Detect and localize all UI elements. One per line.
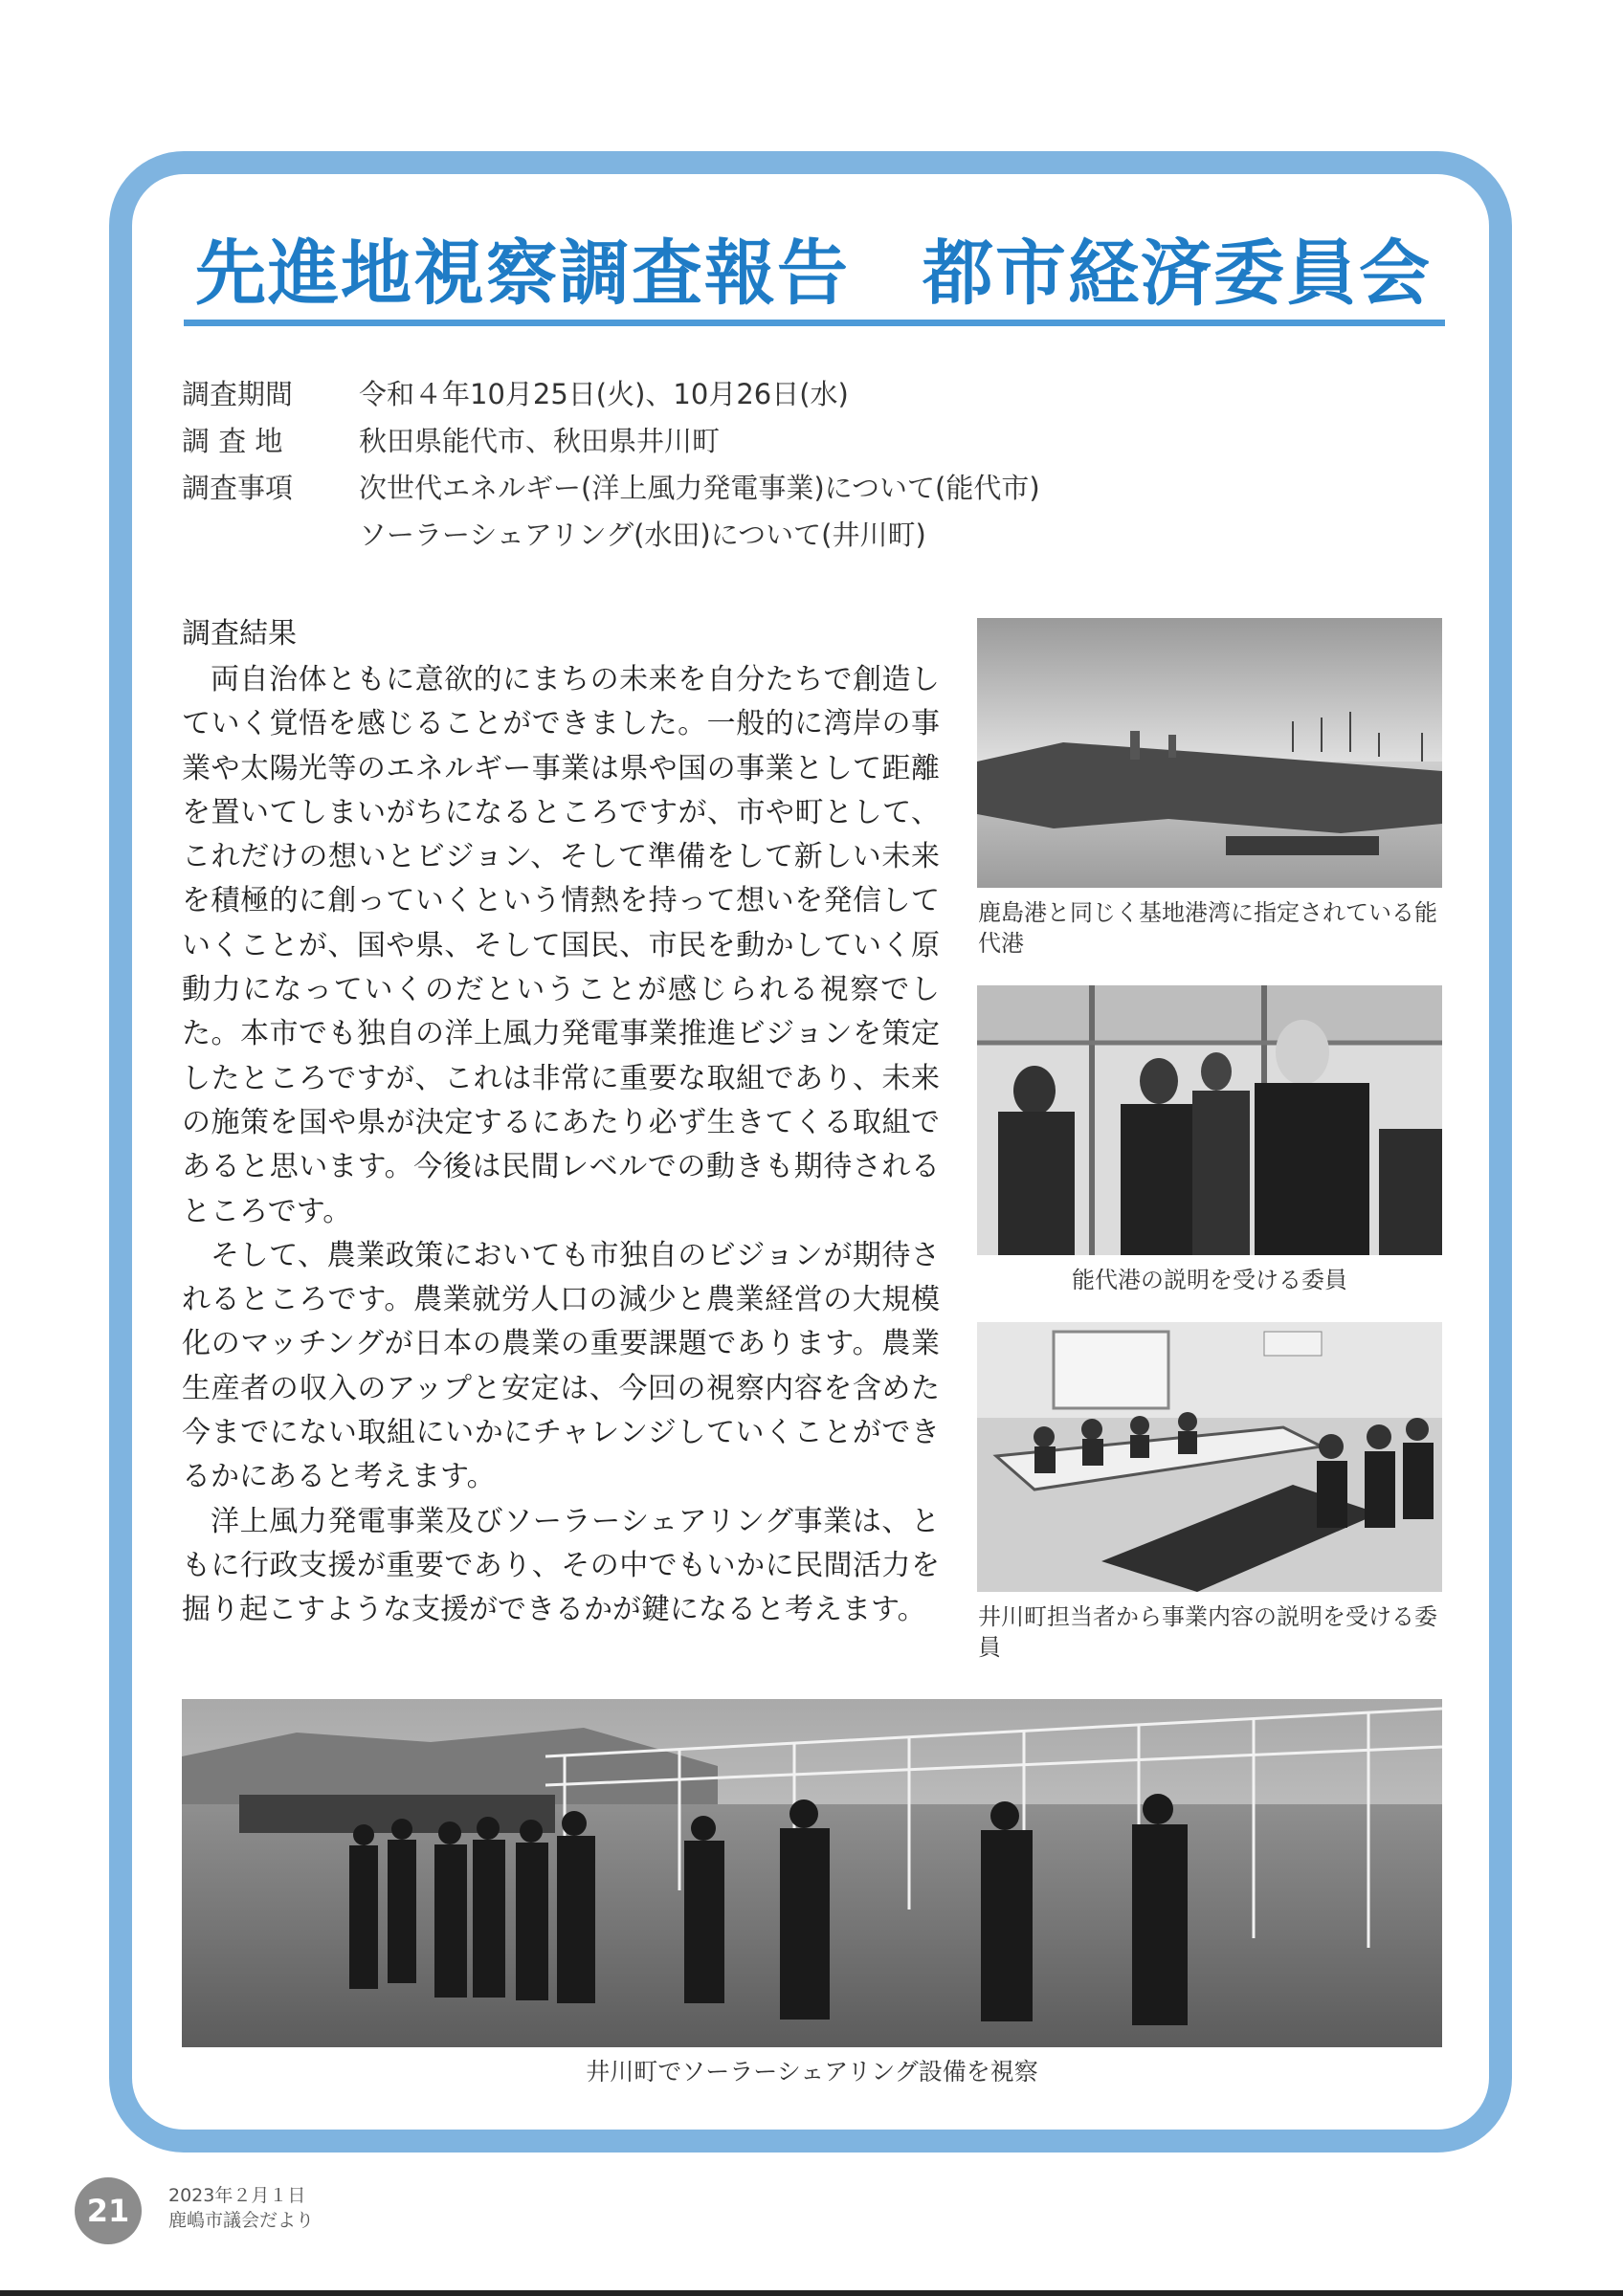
info-value: ソーラーシェアリング(水田)について(井川町) bbox=[359, 519, 926, 551]
survey-info bbox=[182, 371, 1040, 559]
results-heading: 調査結果 bbox=[182, 617, 297, 651]
publication-name: 鹿嶋市議会だより bbox=[168, 2210, 315, 2231]
meeting-photo bbox=[977, 1322, 1442, 1592]
title-underline bbox=[184, 320, 1445, 326]
info-label bbox=[182, 512, 359, 559]
port-caption: 鹿島港と同じく基地港湾に指定されている能代港 bbox=[978, 899, 1437, 957]
page-title: 先進地視察調査報告 都市経済委員会 bbox=[195, 232, 1432, 315]
info-value: 令和４年10月25日(火)、10月26日(水) bbox=[359, 378, 849, 410]
info-label: 調 査 地 bbox=[182, 425, 283, 457]
results-paragraph: 両自治体ともに意欲的にまちの未来を自分たちで創造していく覚悟を感じることができました。一般的に湾岸の事業や太陽光等のエネルギー事業は県や国の事業として距離を置いてしまいがちになるところですが、市や町として、これだけの想いとビジョン、そして準備をして新しい未来を積極的に創っていくという情熱を持って想いを発信していくことが、国や県、そして国民、市民を動かしていく原動力になっていくのだということが感じられる視察でした。本市でも独自の洋上風力発電事業推進ビジョンを策定したところですが、これは非常に重要な取組であり、未来の施策を国や県が決定するにあたり必ず生きてくる取組であると思います。今後は民間レベルでの動きも期待されるところです。 bbox=[182, 663, 940, 1228]
bottom-border bbox=[0, 2290, 1623, 2296]
port-explanation-photo bbox=[977, 985, 1442, 1255]
results-paragraph: 洋上風力発電事業及びソーラーシェアリング事業は、ともに行政支援が重要であり、その中でもいかに民間活力を掘り起こすような支援ができるかが鍵になると考えます。 bbox=[182, 1504, 940, 1627]
page-number: 21 bbox=[75, 2177, 142, 2244]
results-section bbox=[182, 610, 940, 1633]
solar-sharing-caption: 井川町でソーラーシェアリング設備を視察 bbox=[586, 2058, 1038, 2086]
info-row-period bbox=[182, 371, 1040, 418]
info-row-topics bbox=[182, 465, 1040, 512]
port-explanation-caption: 能代港の説明を受ける委員 bbox=[1072, 1267, 1347, 1293]
results-paragraph: そして、農業政策においても市独自のビジョンが期待されるところです。農業就労人口の減少と農業経営の大規模化のマッチングが日本の農業の重要課題であります。農業生産者の収入のアップと安定は、今回の視察内容を含めた今までにない取組にいかにチャレンジしていくことができるかにあると考えます。 bbox=[182, 1238, 940, 1494]
info-label: 調査期間 bbox=[182, 378, 294, 410]
info-row-topics-cont bbox=[182, 512, 1040, 559]
info-value: 次世代エネルギー(洋上風力発電事業)について(能代市) bbox=[359, 472, 1040, 504]
info-label: 調査事項 bbox=[182, 472, 294, 504]
issue-date: 2023年２月１日 bbox=[168, 2185, 306, 2206]
info-value: 秋田県能代市、秋田県井川町 bbox=[359, 425, 721, 457]
solar-sharing-photo bbox=[182, 1699, 1442, 2047]
info-row-location bbox=[182, 418, 1040, 465]
port-photo bbox=[977, 618, 1442, 888]
meeting-caption: 井川町担当者から事業内容の説明を受ける委員 bbox=[978, 1603, 1437, 1661]
